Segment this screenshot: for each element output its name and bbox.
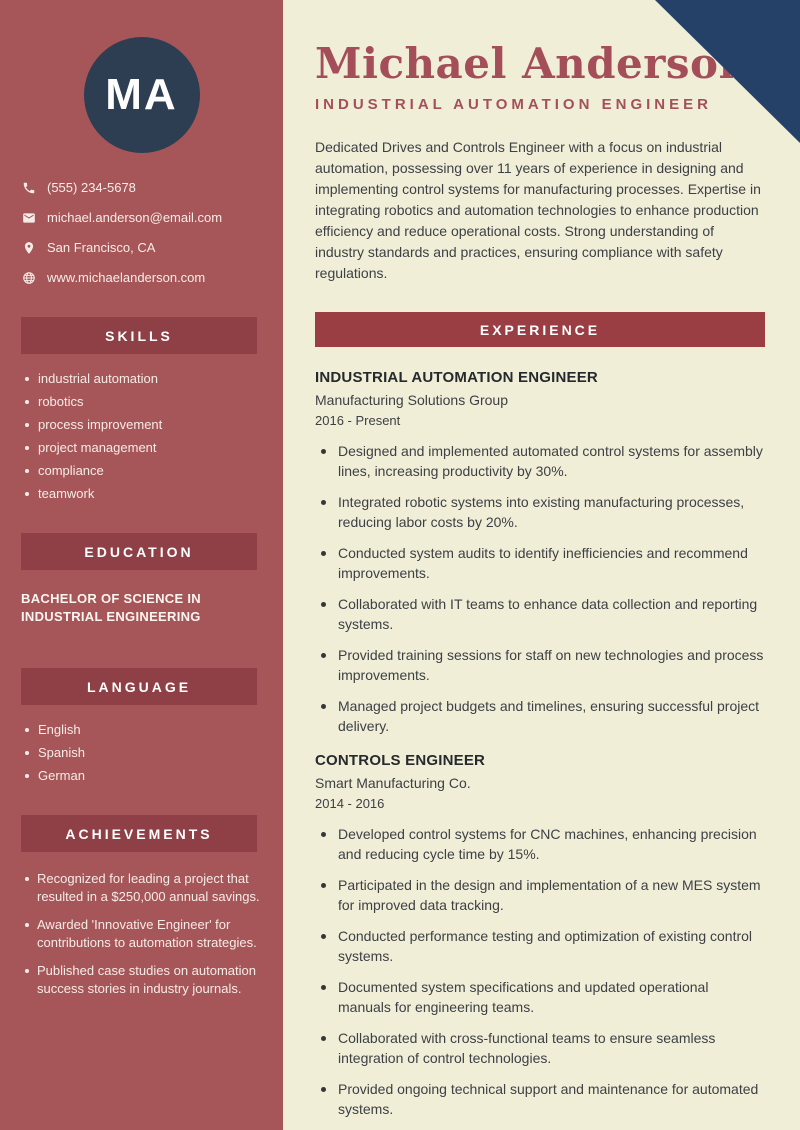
language-section-title: LANGUAGE [86, 678, 192, 695]
job-dates: 2014 - 2016 [315, 796, 385, 811]
skill-item: process improvement [25, 418, 283, 431]
person-name: Michael Anderson [315, 39, 750, 88]
phone-icon [22, 181, 36, 195]
avatar [84, 37, 200, 153]
experience-section-header [315, 312, 765, 347]
job-entry [315, 369, 765, 736]
job-role: INDUSTRIAL AUTOMATION ENGINEER [315, 369, 598, 386]
contact-list [0, 180, 283, 285]
job-bullet: Integrated robotic systems into existing manufacturing processes, reducing labor costs by 20%. [321, 493, 765, 532]
contact-website-text: www.michaelanderson.com [47, 270, 206, 285]
contact-item-phone [22, 180, 283, 195]
contact-item-email [22, 210, 283, 225]
skill-item: teamwork [25, 487, 283, 500]
job-bullet: Developed control systems for CNC machines, enhancing precision and reducing cycle time by 15%. [321, 825, 765, 864]
corner-triangle-decoration [655, 0, 800, 143]
skills-section-header [21, 317, 257, 354]
location-icon [22, 241, 36, 255]
achievements-list [0, 870, 283, 997]
achievements-section-header [21, 815, 257, 852]
contact-item-website [22, 270, 283, 285]
job-dates: 2016 - Present [315, 413, 401, 428]
globe-icon [22, 271, 36, 285]
experience-section-title: EXPERIENCE [479, 321, 601, 338]
skill-item: robotics [25, 395, 283, 408]
achievement-item: Awarded 'Innovative Engineer' for contributions to automation strategies. [25, 916, 270, 951]
avatar-initials: MA [105, 70, 178, 119]
job-bullet: Documented system specifications and updated operational manuals for engineering teams. [321, 978, 765, 1017]
language-item: Spanish [25, 746, 283, 759]
education-degree: BACHELOR OF SCIENCE IN INDUSTRIAL ENGINEERING [21, 591, 201, 624]
job-bullet: Provided training sessions for staff on new technologies and process improvements. [321, 646, 765, 685]
skills-list [0, 372, 283, 500]
job-bullet-list [315, 442, 765, 736]
language-item: German [25, 769, 283, 782]
job-bullet: Managed project budgets and timelines, ensuring successful project delivery. [321, 697, 765, 736]
job-bullet: Designed and implemented automated control systems for assembly lines, increasing productivity by 30%. [321, 442, 765, 481]
main-content [283, 0, 800, 1130]
contact-item-location [22, 240, 283, 255]
job-bullet: Collaborated with IT teams to enhance data collection and reporting systems. [321, 595, 765, 634]
contact-location-text: San Francisco, CA [47, 240, 156, 255]
achievement-item: Published case studies on automation success stories in industry journals. [25, 962, 270, 997]
job-bullet-list [315, 825, 765, 1119]
contact-email-text: michael.anderson@email.com [47, 210, 223, 225]
education-section-header [21, 533, 257, 570]
language-item: English [25, 723, 283, 736]
job-bullet: Conducted system audits to identify inefficiencies and recommend improvements. [321, 544, 765, 583]
education-section-title: EDUCATION [84, 543, 194, 560]
skills-section-title: SKILLS [105, 327, 173, 344]
person-title: INDUSTRIAL AUTOMATION ENGINEER [315, 96, 712, 113]
profile-summary: Dedicated Drives and Controls Engineer with a focus on industrial automation, possessing over 11 years of experience in designing and implementing control systems for manufacturing processes. Expertise in integrating robotics and automation technologies to enhance production efficiency and reduce operational costs. Strong understanding of industry standards and practices, ensuring compliance with safety regulations. [315, 139, 761, 281]
job-role: CONTROLS ENGINEER [315, 752, 486, 769]
achievements-section-title: ACHIEVEMENTS [65, 825, 213, 842]
achievement-item: Recognized for leading a project that resulted in a $250,000 annual savings. [25, 870, 270, 905]
language-section-header [21, 668, 257, 705]
job-bullet: Participated in the design and implementation of a new MES system for improved data tracking. [321, 876, 765, 915]
job-bullet: Provided ongoing technical support and maintenance for automated systems. [321, 1080, 765, 1119]
job-bullet: Conducted performance testing and optimization of existing control systems. [321, 927, 765, 966]
job-company: Manufacturing Solutions Group [315, 392, 508, 408]
sidebar [0, 0, 283, 1130]
job-bullet: Collaborated with cross-functional teams to ensure seamless integration of control technologies. [321, 1029, 765, 1068]
job-entry [315, 752, 765, 1119]
skill-item: industrial automation [25, 372, 283, 385]
language-list [0, 723, 283, 782]
email-icon [22, 211, 36, 225]
job-company: Smart Manufacturing Co. [315, 775, 471, 791]
skill-item: compliance [25, 464, 283, 477]
contact-phone-text: (555) 234-5678 [47, 180, 136, 195]
skill-item: project management [25, 441, 283, 454]
